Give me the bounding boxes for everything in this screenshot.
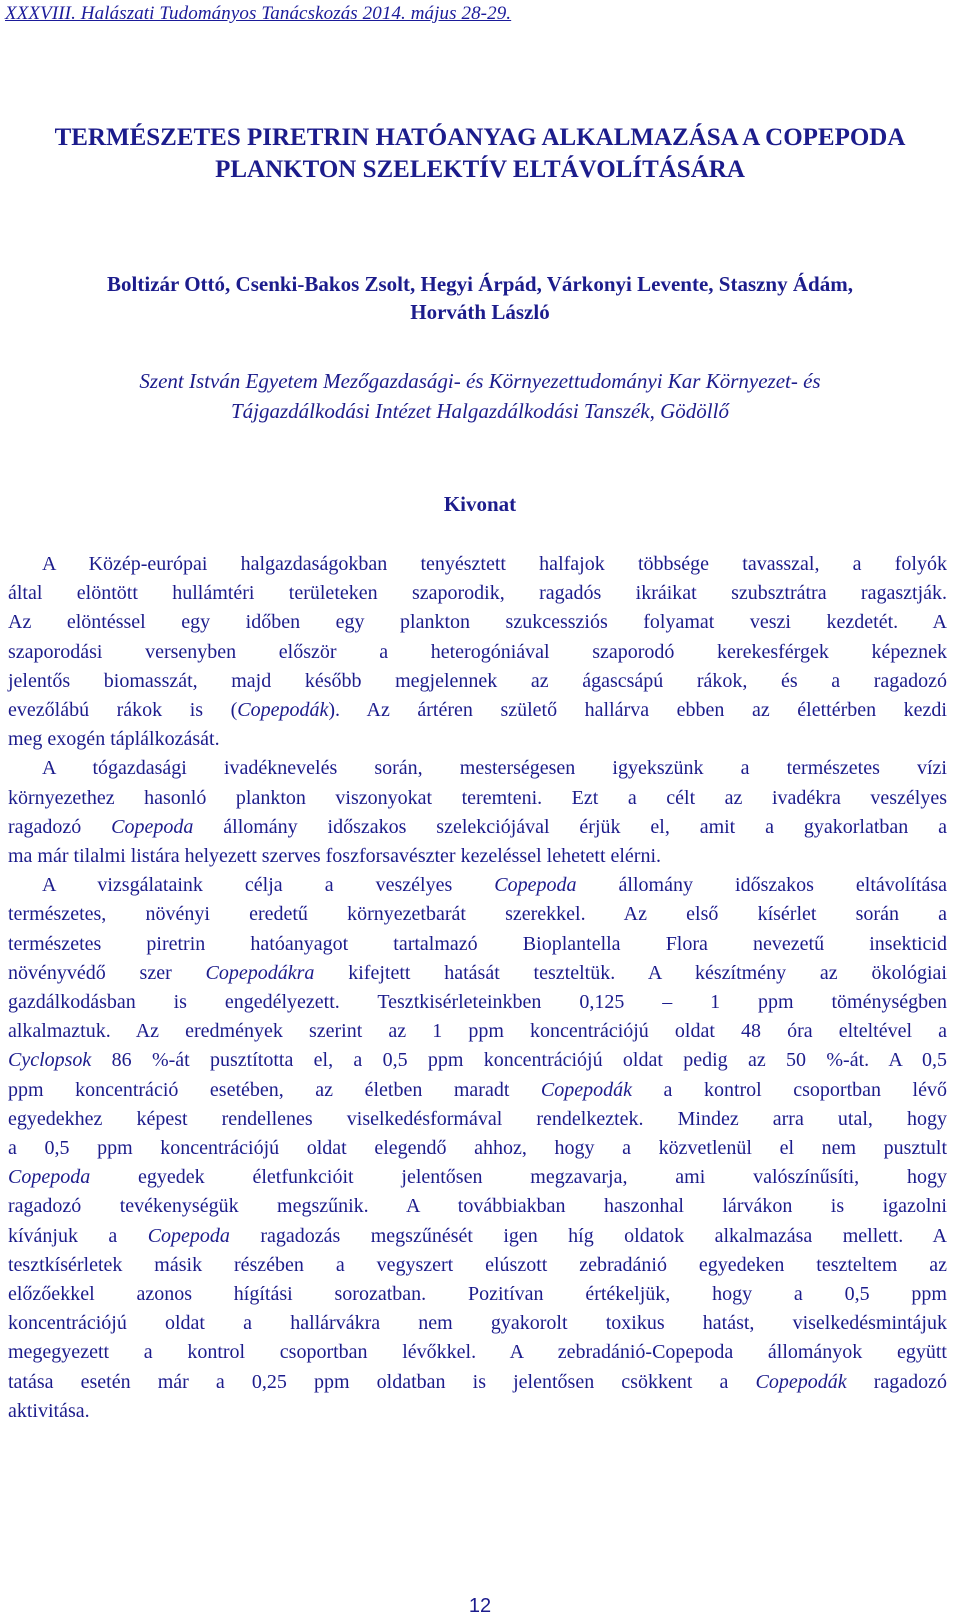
- paper-title: [0, 122, 960, 186]
- text-line: aktivitása.: [8, 1399, 90, 1422]
- text-run: növényvédő szer: [8, 961, 206, 984]
- text-line: meg exogén táplálkozását.: [8, 728, 220, 751]
- text-run: ragadozás megszűnését igen híg oldatok alkalmazása mellett. A: [229, 1224, 947, 1247]
- text-line: [8, 1046, 947, 1075]
- text-line: természetes piretrin hatóanyagot tartalmazó Bioplantella Flora nevezetű insekticid: [8, 932, 947, 955]
- text-line: előzőekkel azonos hígítási sorozatban. Pozitívan értékeljük, hogy a 0,5 ppm: [8, 1283, 947, 1306]
- text-run: ppm koncentráció esetében, az életben maradt: [8, 1078, 541, 1101]
- paragraph-1: [8, 550, 947, 754]
- conference-header: XXXVIII. Halászati Tudományos Tanácskozás 2014. május 28-29.: [5, 3, 512, 24]
- text-line: [8, 696, 947, 725]
- affiliation-line: Szent István Egyetem Mezőgazdasági- és Környezettudományi Kar Környezet- és: [139, 369, 821, 393]
- text-run: evezőlábú rákok is (: [8, 699, 238, 722]
- italic-term: Copepodák: [540, 1078, 633, 1101]
- italic-term: Copepoda: [494, 874, 577, 897]
- authors-line: Horváth László: [410, 300, 550, 324]
- text-line: egyedekhez képest rendellenes viselkedésformával rendelkeztek. Mindez arra utal, hogy: [8, 1107, 947, 1130]
- text-run: ). Az ártéren születő hallárva ebben az élettérben kezdi: [328, 699, 947, 722]
- italic-term: Copepodákra: [205, 961, 315, 984]
- text-line: koncentrációjú oldat a hallárvákra nem gyakorolt toxikus hatást, viselkedésmintájuk: [8, 1312, 947, 1335]
- text-run: a kontrol csoportban lévő: [632, 1078, 947, 1101]
- page-number: 12: [468, 1595, 492, 1617]
- text-run: 86 %-át pusztította el, a 0,5 ppm koncentrációjú oldat pedig az 50 %-át. A 0,5: [91, 1049, 947, 1072]
- italic-term: Copepoda: [111, 815, 194, 838]
- text-line: A tógazdasági ivadéknevelés során, mesterségesen igyekszünk a természetes vízi: [42, 757, 947, 780]
- text-line: ragadozó tevékenységük megszűnik. A továbbiakban haszonhal lárvákon is igazolni: [8, 1195, 947, 1218]
- italic-term: Copepoda: [8, 1166, 91, 1189]
- text-line: a 0,5 ppm koncentrációjú oldat elegendő ahhoz, hogy a közvetlenül el nem pusztult: [8, 1137, 947, 1160]
- text-line: [8, 1368, 947, 1397]
- paragraph-3: [8, 871, 947, 1426]
- text-line: [8, 1076, 947, 1105]
- text-line: A Közép-európai halgazdaságokban tenyésztett halfajok többsége tavasszal, a folyók: [42, 553, 947, 575]
- text-line: természetes, növényi eredetű környezetbarát szerekkel. Az első kísérlet során a: [8, 903, 947, 926]
- text-line: [8, 959, 947, 988]
- italic-term: Cyclopsok: [8, 1049, 92, 1072]
- italic-term: Copepoda: [147, 1224, 230, 1247]
- text-line: [8, 813, 947, 842]
- text-run: kívánjuk a: [8, 1224, 148, 1247]
- text-line: tesztkísérletek másik részében a vegyszert elúszott zebradánió egyedeken teszteltem az: [8, 1253, 947, 1276]
- text-run: kifejtett hatását teszteltük. A készítmény az ökológiai: [314, 961, 947, 984]
- text-line: alkalmaztuk. Az eredmények szerint az 1 ppm koncentrációjú oldat 48 óra elteltével a: [8, 1020, 947, 1043]
- text-line: gazdálkodásban is engedélyezett. Tesztkisérleteinkben 0,125 – 1 ppm töménységben: [8, 991, 947, 1014]
- text-line: megegyezett a kontrol csoportban lévőkkel. A zebradánió-Copepoda állományok együtt: [8, 1341, 947, 1364]
- affiliation: [0, 366, 960, 426]
- title-line: PLANKTON SZELEKTÍV ELTÁVOLÍTÁSÁRA: [215, 156, 745, 183]
- authors-line: Boltizár Ottó, Csenki-Bakos Zsolt, Hegyi Árpád, Várkonyi Levente, Staszny Ádám,: [107, 272, 853, 296]
- text-line: [8, 1222, 947, 1251]
- abstract-body: [8, 550, 947, 1426]
- text-run: állomány időszakos szelekciójával érjük el, amit a gyakorlatban a: [193, 815, 947, 838]
- title-line: TERMÉSZETES PIRETRIN HATÓANYAG ALKALMAZÁSA A COPEPODA: [54, 124, 906, 151]
- text-line: jelentős biomasszát, majd később megjelennek az ágascsápú rákok, és a ragadozó: [8, 669, 947, 692]
- text-run: állomány időszakos eltávolítása: [576, 874, 948, 897]
- paragraph-2: [8, 754, 947, 871]
- text-line: [8, 1163, 947, 1192]
- text-line: ma már tilalmi listára helyezett szerves foszforsavészter kezeléssel lehetett elérni.: [8, 845, 662, 868]
- text-run: ragadozó: [8, 815, 112, 838]
- authors: [0, 270, 960, 326]
- abstract-heading: Kivonat: [443, 492, 517, 516]
- text-line: szaporodási versenyben először a heterogóniával szaporodó kerekesférgek képeznek: [8, 640, 947, 663]
- text-run: egyedek életfunkcióit jelentősen megzavarja, ami valószínűsíti, hogy: [90, 1166, 947, 1189]
- text-run: A vizsgálataink célja a veszélyes: [42, 874, 495, 897]
- text-line: környezethez hasonló plankton viszonyokat teremteni. Ezt a célt az ivadékra veszélyes: [8, 786, 947, 809]
- text-run: ragadozó: [846, 1370, 947, 1393]
- text-line: [8, 871, 947, 900]
- text-run: tatása esetén már a 0,25 ppm oldatban is jelentősen csökkent a: [8, 1370, 756, 1393]
- italic-term: Copepodák: [237, 699, 329, 722]
- affiliation-line: Tájgazdálkodási Intézet Halgazdálkodási Tanszék, Gödöllő: [231, 399, 729, 423]
- text-line: által elöntött hullámtéri területeken szaporodik, ragadós ikráikat szubsztrátra ragasztják.: [8, 582, 947, 605]
- italic-term: Copepodák: [755, 1370, 847, 1393]
- text-line: Az elöntéssel egy időben egy plankton szukcessziós folyamat veszi kezdetét. A: [8, 611, 947, 634]
